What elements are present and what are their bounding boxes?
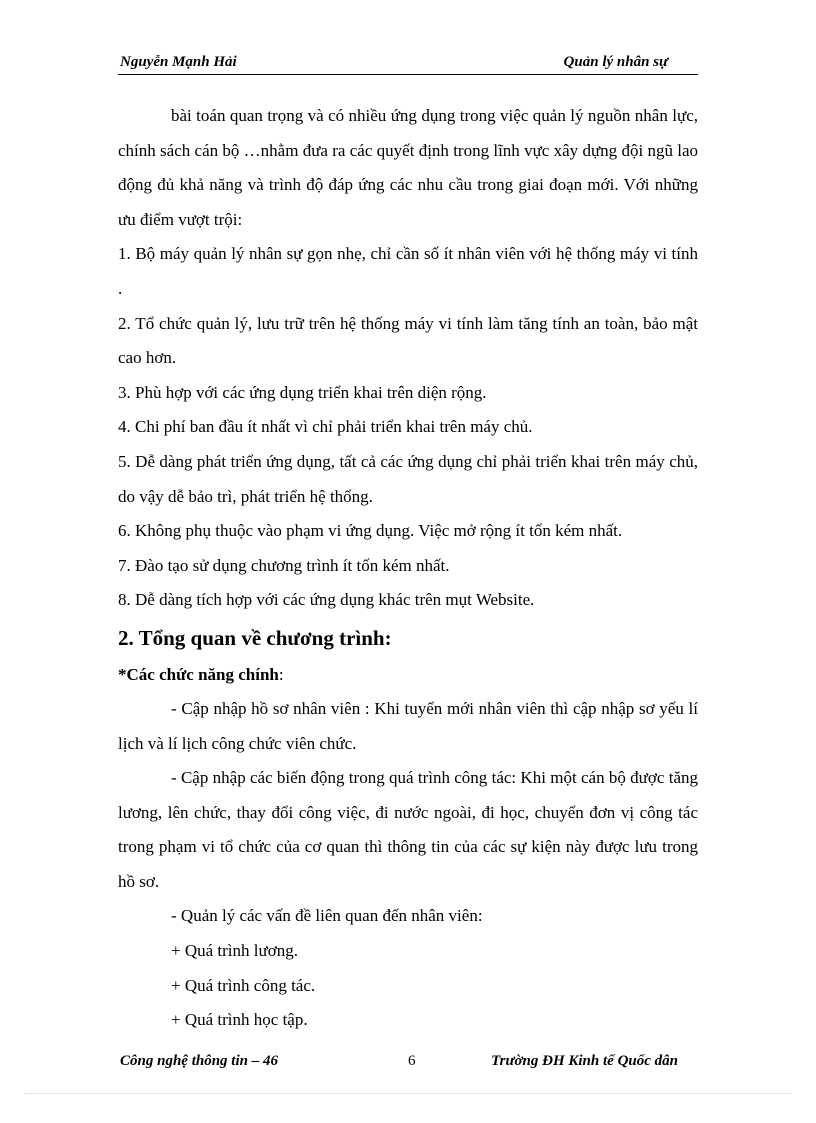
section-heading: 2. Tổng quan về chương trình:	[118, 625, 392, 650]
advantage-item-2: 2. Tổ chức quản lý, lưu trữ trên hệ thống máy vi tính làm tăng tính an toàn, bảo mật cao hơn.	[118, 313, 698, 368]
function-item-1: - Cập nhập hồ sơ nhân viên : Khi tuyển mới nhân viên thì cập nhập sơ yếu lí lịch và lí lịch công chức viên chức.	[118, 698, 698, 753]
advantage-item-5: 5. Dễ dàng phát triển ứng dụng, tất cả các ứng dụng chỉ phải triển khai trên máy chủ, do vậy dễ bảo trì, phát triển hệ thống.	[118, 451, 698, 506]
header-author: Nguyễn Mạnh Hải	[120, 54, 237, 70]
process-item-1: + Quá trình lương.	[171, 941, 298, 961]
advantage-item-7: 7. Đào tạo sử dụng chương trình ít tốn kém nhất.	[118, 555, 450, 575]
functions-heading-text: *Các chức năng chính	[118, 664, 279, 684]
advantage-item-1: 1. Bộ máy quản lý nhân sự gọn nhẹ, chỉ cần số ít nhân viên với hệ thống máy vi tính .	[118, 244, 698, 298]
functions-heading-colon: :	[278, 664, 284, 684]
header-subject: Quản lý nhân sự	[563, 54, 668, 70]
page-header	[118, 52, 698, 75]
page-boundary	[24, 1093, 792, 1094]
functions-heading	[118, 658, 698, 692]
function-item-2: - Cập nhập các biến động trong quá trình công tác: Khi một cán bộ được tăng lương, lên chức, thay đổi công việc, đi nước ngoài, đi học, chuyển đơn vị công tác trong phạm vi tổ chức của cơ quan thì thông tin của các sự kiện này được lưu trong hồ sơ.	[118, 768, 698, 891]
page-number: 6	[408, 1053, 416, 1069]
process-item-2: + Quá trình công tác.	[171, 975, 316, 995]
footer-department: Công nghệ thông tin – 46	[120, 1053, 278, 1069]
document-body	[118, 99, 698, 1038]
intro-paragraph: bài toán quan trọng và có nhiều ứng dụng trong việc quản lý nguồn nhân lực, chính sách cán bộ …nhằm đưa ra các quyết định trong lĩnh vực xây dựng đội ngũ lao động đủ khả năng và trình độ đáp ứng các nhu cầu trong giai đoạn mới. Với những ưu điểm vượt trội:	[118, 106, 698, 229]
manage-line: - Quản lý các vấn đề liên quan đến nhân viên:	[171, 906, 483, 926]
page-footer	[118, 1053, 698, 1075]
footer-university: Trường ĐH Kinh tế Quốc dân	[491, 1053, 678, 1069]
advantage-item-6: 6. Không phụ thuộc vào phạm vi ứng dụng. Việc mở rộng ít tốn kém nhất.	[118, 521, 623, 541]
advantage-item-3: 3. Phù hợp với các ứng dụng triển khai trên diện rộng.	[118, 382, 487, 402]
advantage-item-4: 4. Chi phí ban đầu ít nhất vì chỉ phải triển khai trên máy chủ.	[118, 417, 533, 437]
advantage-item-8: 8. Dễ dàng tích hợp với các ứng dụng khác trên mụt Website.	[118, 590, 535, 610]
process-item-3: + Quá trình học tập.	[171, 1010, 308, 1030]
